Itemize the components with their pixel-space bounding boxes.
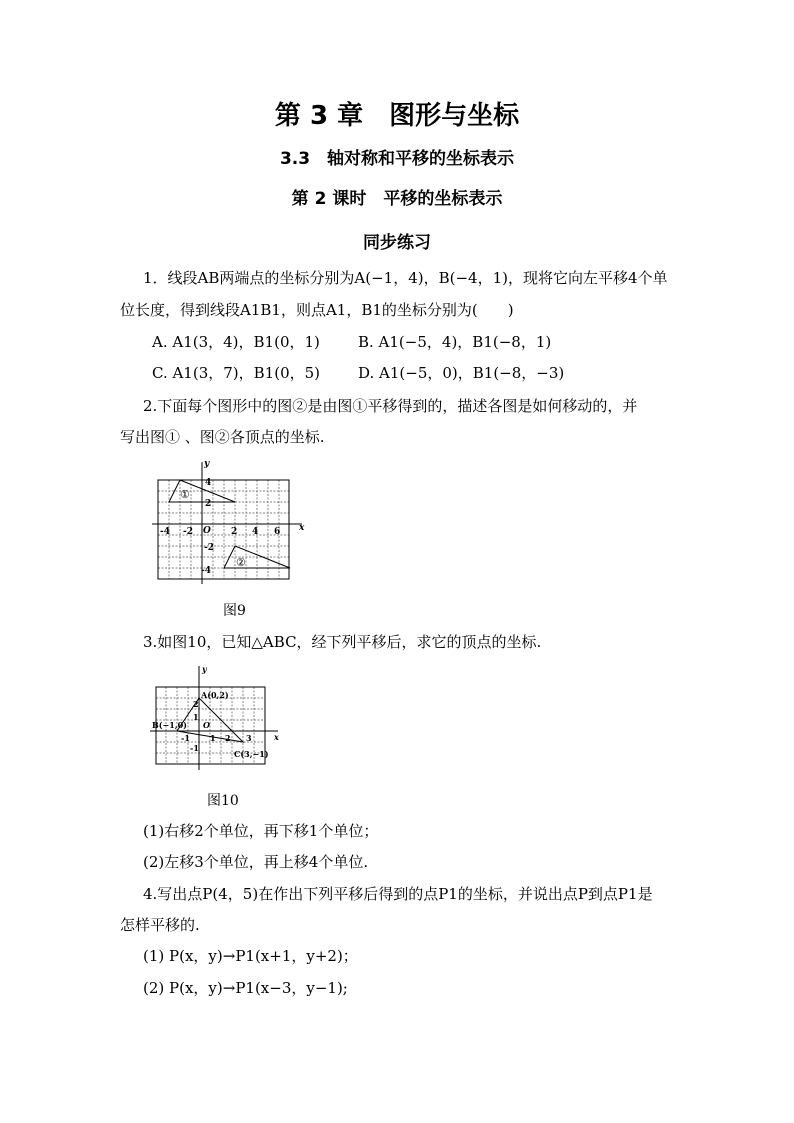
- figure-9-shape-1-label: ①: [180, 488, 190, 501]
- figure-9-y-tick: 2: [205, 499, 212, 509]
- figure-9-y-tick: 4: [205, 478, 212, 488]
- figure-9-x-tick: 6: [274, 527, 281, 537]
- figure-10-point-a-label: A(0,2): [201, 690, 229, 700]
- figure-9-x-tick: 2: [231, 527, 238, 537]
- figure-10-y-tick: 2: [193, 699, 199, 709]
- figure-9-origin-label: O: [203, 526, 211, 536]
- q2-line2: 写出图① 、图②各顶点的坐标.: [120, 428, 325, 446]
- q3-line1: 3.如图10，已知△ABC，经下列平移后，求它的顶点的坐标.: [143, 633, 542, 651]
- figure-9-x-tick: -4: [160, 527, 170, 537]
- figure-9-x-tick: -2: [183, 527, 193, 537]
- figure-9-y-label: y: [204, 459, 210, 469]
- lesson-title: 第 2 课时 平移的坐标表示: [291, 189, 503, 209]
- figure-9-grid: [148, 456, 308, 584]
- figure-10-origin-label: O: [203, 720, 210, 730]
- q1-option-a: A. A1(3，4)，B1(0，1): [152, 333, 320, 351]
- figure-10-caption: 图10: [207, 793, 239, 809]
- section-title: 3.3 轴对称和平移的坐标表示: [279, 149, 515, 169]
- q1-option-c: C. A1(3，7)，B1(0，5): [152, 364, 321, 382]
- q1-option-b: B. A1(−5，4)，B1(−8，1): [358, 333, 552, 351]
- figure-9-x-label: x: [299, 523, 305, 533]
- q4-line2: 怎样平移的.: [120, 916, 200, 934]
- q1-option-d: D. A1(−5，0)，B1(−8，−3): [358, 364, 565, 382]
- practice-title: 同步练习: [363, 233, 431, 253]
- q3-part1: (1)右移2个单位，再下移1个单位；: [143, 822, 379, 840]
- figure-10-x-tick: 1: [210, 733, 216, 743]
- figure-10-y-label: y: [202, 664, 207, 674]
- q3-part2: (2)左移3个单位，再上移4个单位.: [143, 853, 369, 871]
- figure-9-y-tick: -2: [204, 543, 214, 553]
- figure-10-x-tick: -1: [181, 733, 190, 743]
- q2-line1: 2.下面每个图形中的图②是由图①平移得到的，描述各图是如何移动的，并: [143, 397, 638, 415]
- q4-part1: (1) P(x，y)→P1(x+1，y+2)；: [143, 947, 358, 965]
- chapter-title: 第 3 章 图形与坐标: [274, 101, 520, 131]
- figure-9-shape-2-label: ②: [236, 556, 246, 569]
- figure-10-x-label: x: [274, 732, 279, 742]
- q1-line1: 1．线段AB两端点的坐标分别为A(−1，4)，B(−4，1)，现将它向左平移4个单: [143, 269, 668, 287]
- figure-10-y-tick: -1: [190, 743, 199, 753]
- figure-9-caption: 图9: [223, 603, 246, 619]
- figure-9-x-tick: 4: [252, 527, 259, 537]
- figure-9-gridlines: [158, 480, 289, 579]
- figure-10-x-tick: 2: [225, 733, 231, 743]
- figure-10-point-b-label: B(−1,0): [152, 720, 187, 730]
- q4-line1: 4.写出点P(4，5)在作出下列平移后得到的点P1的坐标，并说出点P到点P1是: [143, 885, 653, 903]
- q1-line2: 位长度，得到线段A1B1，则点A1，B1的坐标分别为( ): [120, 301, 514, 319]
- figure-10-y-tick: 1: [193, 712, 199, 722]
- figure-9-border: [158, 480, 289, 579]
- figure-9-y-tick: -4: [201, 566, 211, 576]
- figure-10-point-c-label: C(3,−1): [234, 749, 269, 759]
- figure-10-x-tick: 3: [246, 733, 252, 743]
- q4-part2: (2) P(x，y)→P1(x−3，y−1);: [143, 979, 348, 997]
- figure-10-grid: [148, 662, 286, 772]
